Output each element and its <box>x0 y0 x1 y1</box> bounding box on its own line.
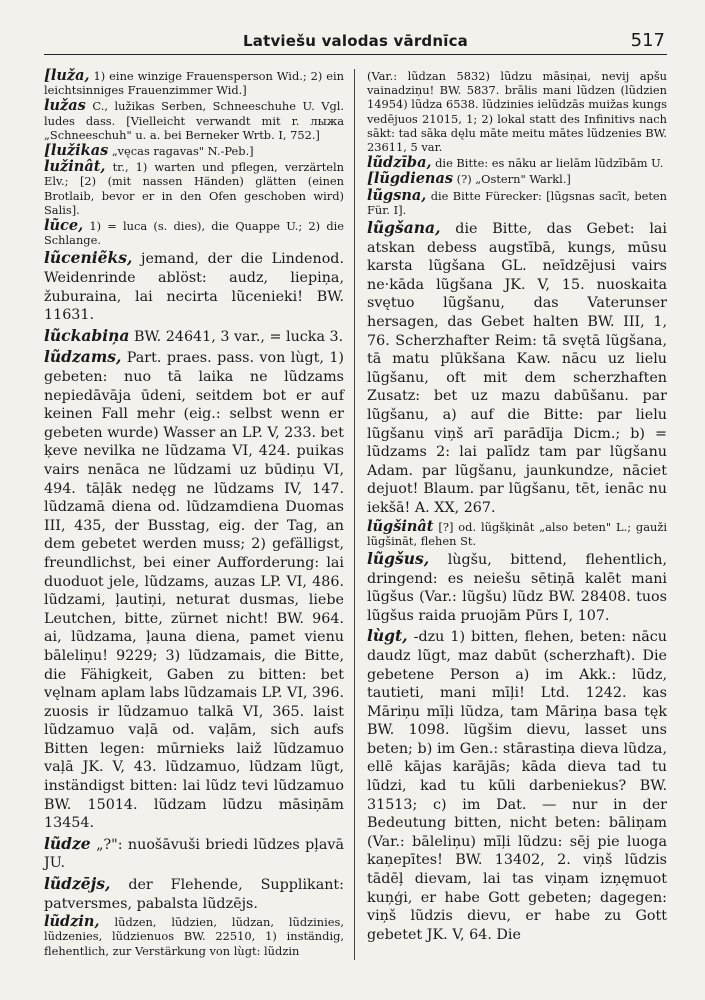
dictionary-entry <box>44 99 344 142</box>
dictionary-entry <box>44 348 344 832</box>
dictionary-entry <box>44 249 344 324</box>
dictionary-entry <box>44 327 344 347</box>
entry-headword: lũgšus, <box>367 548 430 568</box>
entry-definition: Part. praes. pass. von lùgt, 1) gebeten: nuo tā laika ne lũdzams nepiedāvāja ūdeni, seitdem bot er auf keinen Fall mehr (eig.: selbst wenn er gebeten wurde) Wasser an LP. V, 233. bet ķeve nevilka ne lũdzama VI, 424. puikas vairs nenāca ne lũdzami uz būdiņu VI, 494. tāļāk nedęg ne lũdzams IV, 147. lũdzamā diena od. lũdzamdiena Duomas III, 435, der Busstag, eig. der Tag, an dem gebetet werden muss; 2) gefälligst, freundlichst, bei einer Aufforderung: lai duoduot jele, lũdzams, auzas LP. VI, 486. lũdzami, ļautiņi, neturat dusmas, liebe Leutchen, bitte, zürnet nicht! BW. 964. ai, lũdzama, ļauna diena, pamet vienu bāleliņu! 9229; 3) lũdzamais, die Bitte, die Fähigkeit, Gaben zu bitten: bet vęlnam aplam labs lũdzamais LP. VI, 396. zuosis ir lũdzamuo talkā VI, 365. laist lũdzamuo vaļā od. vaļām, sich aufs Bitten legen: mūrnieks laiž lũdzamuo vaļā JK. V, 43. lũdzamuo, lũdzam lũgt, inständigst bitten: lai lũdz tevi lũdzamuo BW. 15014. lũdzam lũdzu māsiņām 13454. <box>44 350 345 832</box>
entry-definition: die Bitte, das Gebet: lai atskan debess augstībā, kungs, mūsu karsta lũgšana GL. neīdzējusi vairs ne·kāda lũgšana JK. V, 15. nuoskaita svętuo lũgšanu, das Vaterunser hersagen, das Gebet halten BW. III, 1, 76. Scherzhafter Reim: tā svętā lũgšana, tā matu plūkšana Kaw. nācu uz lielu lũgšanu, oft mit dem scherzhaften Zusatz: bet uz mazu dabūšanu. par lũgšanu, a) auf die Bitte: par lielu lũgšanu viņš arī parādīja Dicm.; b) = lũdzams 2: lai palīdz tam par lũgšanu Adam. par lũgšanu, jaunkundze, nāciet dejuot! Blaum. par lũgšanu, tēt, ienāc nu iekšā! A. XX, 267. <box>367 221 667 516</box>
page-number: 517 <box>630 30 665 51</box>
entry-headword: lũce, <box>44 217 84 235</box>
text-columns <box>44 69 667 960</box>
entry-headword: lũdzams, <box>44 347 122 367</box>
entry-definition: „vęcas ragavas" N.-Peb.] <box>111 144 254 159</box>
entry-definition: lùgšu, bittend, flehentlich, dringend: es neiešu sētiņā kalēt mani lũgšus (Var.: lũgšu) lũdz BW. 28408. tuos lũgšus raida pruojām Pūrs I, 107. <box>367 551 668 624</box>
dictionary-entry <box>44 160 344 217</box>
dictionary-entry <box>44 875 344 913</box>
entry-definition: (?) „Ostern" Warkl.] <box>456 172 571 187</box>
entry-headword: lũceniẽks, <box>44 248 133 268</box>
entry-definition: 1) eine winzige Frauensperson Wid.; 2) ein leichtsinniges Frauenzimmer Wid.] <box>44 69 344 98</box>
entry-headword: lũgšana, <box>367 218 441 238</box>
page-title: Latviešu valodas vārdnīca <box>243 32 468 50</box>
left-column <box>44 69 355 960</box>
entry-definition: 1) = luca (s. dies), die Quappe U.; 2) die Schlange. <box>44 219 345 248</box>
dictionary-entry <box>44 835 344 873</box>
entry-definition: „?": nuošāvuši briedi lũdzes pļavā JU. <box>44 836 345 872</box>
entry-headword: lũdzin, <box>44 913 100 931</box>
dictionary-entry <box>367 627 667 944</box>
running-header <box>44 28 667 55</box>
dictionary-entry <box>44 69 344 97</box>
dictionary-entry <box>367 186 668 217</box>
entry-definition: die Bitte Fürecker: [lũgsnas sacīt, beten Für. I]. <box>367 188 668 217</box>
entry-definition: lũdzen, lũdzien, lũdzan, lũdzinies, lũdzenies, lũdzienuos BW. 22510, 1) inständig, flehentlich, zur Verstärkung von lùgt: lũdzin <box>44 915 344 958</box>
dictionary-entry <box>44 144 344 158</box>
dictionary-entry <box>367 550 667 625</box>
entry-headword: lũgšinât <box>367 517 434 535</box>
entry-definition: (Var.: lũdzan 5832) lũdzu māsiņai, nevij apšu vainadziņu! BW. 5837. brālis mani lũdzen (lũdzien 14954) lũdza 6538. lũdzinies ielũdzās muižas kungs vedējuos 21015, 1; 2) lokal statt des Infinitivs nach sākt: tad sāka dęlu māte meitu mātes lũdzenies BW. 23611, 5 var. <box>367 69 667 155</box>
entry-definition: jemand, der die Lindenod. Weidenrinde ablöst: audz, liepiņa, žuburaina, lai necirta lũcenieki! BW. 11631. <box>44 251 344 324</box>
entry-headword: [lũgdienas <box>367 170 454 188</box>
dictionary-entry <box>44 915 344 958</box>
entry-headword: lũgsna, <box>367 186 427 204</box>
entry-headword: lùgt, <box>367 626 408 646</box>
entry-definition: der Flehende, Supplikant: patversmes, pabalsta lũdzējs. <box>44 877 344 912</box>
entry-headword: lũdzējs, <box>44 874 111 894</box>
entry-headword: lũdzība, <box>367 154 432 172</box>
dictionary-entry <box>367 172 667 186</box>
entry-headword: [lužikas <box>44 142 109 160</box>
dictionary-entry <box>367 69 667 154</box>
dictionary-entry <box>44 219 344 247</box>
entry-definition: tr., 1) warten und pflegen, verzärteln Elv.; [2) (mit nassen Händen) glätten (einen Brotlaib, bevor er in den Ofen geschoben wird) Salis]. <box>44 160 345 217</box>
right-column <box>367 69 667 960</box>
entry-headword: lužas <box>44 97 86 115</box>
dictionary-entry <box>367 156 667 170</box>
entry-headword: lũdze <box>44 833 91 853</box>
entry-definition: BW. 24641, 3 var., = lucka 3. <box>133 328 344 345</box>
entry-definition: die Bitte: es nāku ar lielām lũdzībām U. <box>435 156 664 171</box>
entry-definition: [?] od. lũgšķinât „also beten" L.; gauži lũgšināt, flehen St. <box>367 519 667 548</box>
dictionary-entry <box>367 517 667 548</box>
entry-definition: C., lužikas Serben, Schneeschuhe U. Vgl. ludes dass. [Vielleicht verwandt mit r. лыжа „Schneeschuh" u. a. bei Berneker Wrtb. I, 752.] <box>44 99 345 142</box>
entry-headword: lũckabiņa <box>44 325 130 345</box>
entry-headword: [luža, <box>44 67 90 84</box>
entry-definition: -dzu 1) bitten, flehen, beten: nācu daudz lũgt, maz dabūt (scherzhaft). Die gebetene Person a) im Akk.: lũdz, tautieti, mani mīļi! Ltd. 1242. kas Māriņu mīļi lũdza, tam Māriņa basa tęk BW. 1098. lũgšim dievu, lasset uns beten; b) im Gen.: stārastiņa dieva lũdza, ellē kājas karājās; kāda dieva tad tu lũdzi, kad tu kūli darbeniekus? BW. 31513; c) im Dat. — nur in der Bedeutung bitten, nicht beten: bāliņam (Var.: bāleliņu) mīļi lũdzu: sēj pie luoga kaņepītes! BW. 13402, 2. viņš lũdzis tādēļ dievam, lai tas viņam izņęmuot kuņģi, er habe Gott gebeten; dagegen: viņš lũdzis dievu, er habe zu Gott gebetet JK. V, 64. Die <box>367 629 668 943</box>
dictionary-entry <box>367 219 667 518</box>
entry-headword: lužinât, <box>44 158 106 176</box>
